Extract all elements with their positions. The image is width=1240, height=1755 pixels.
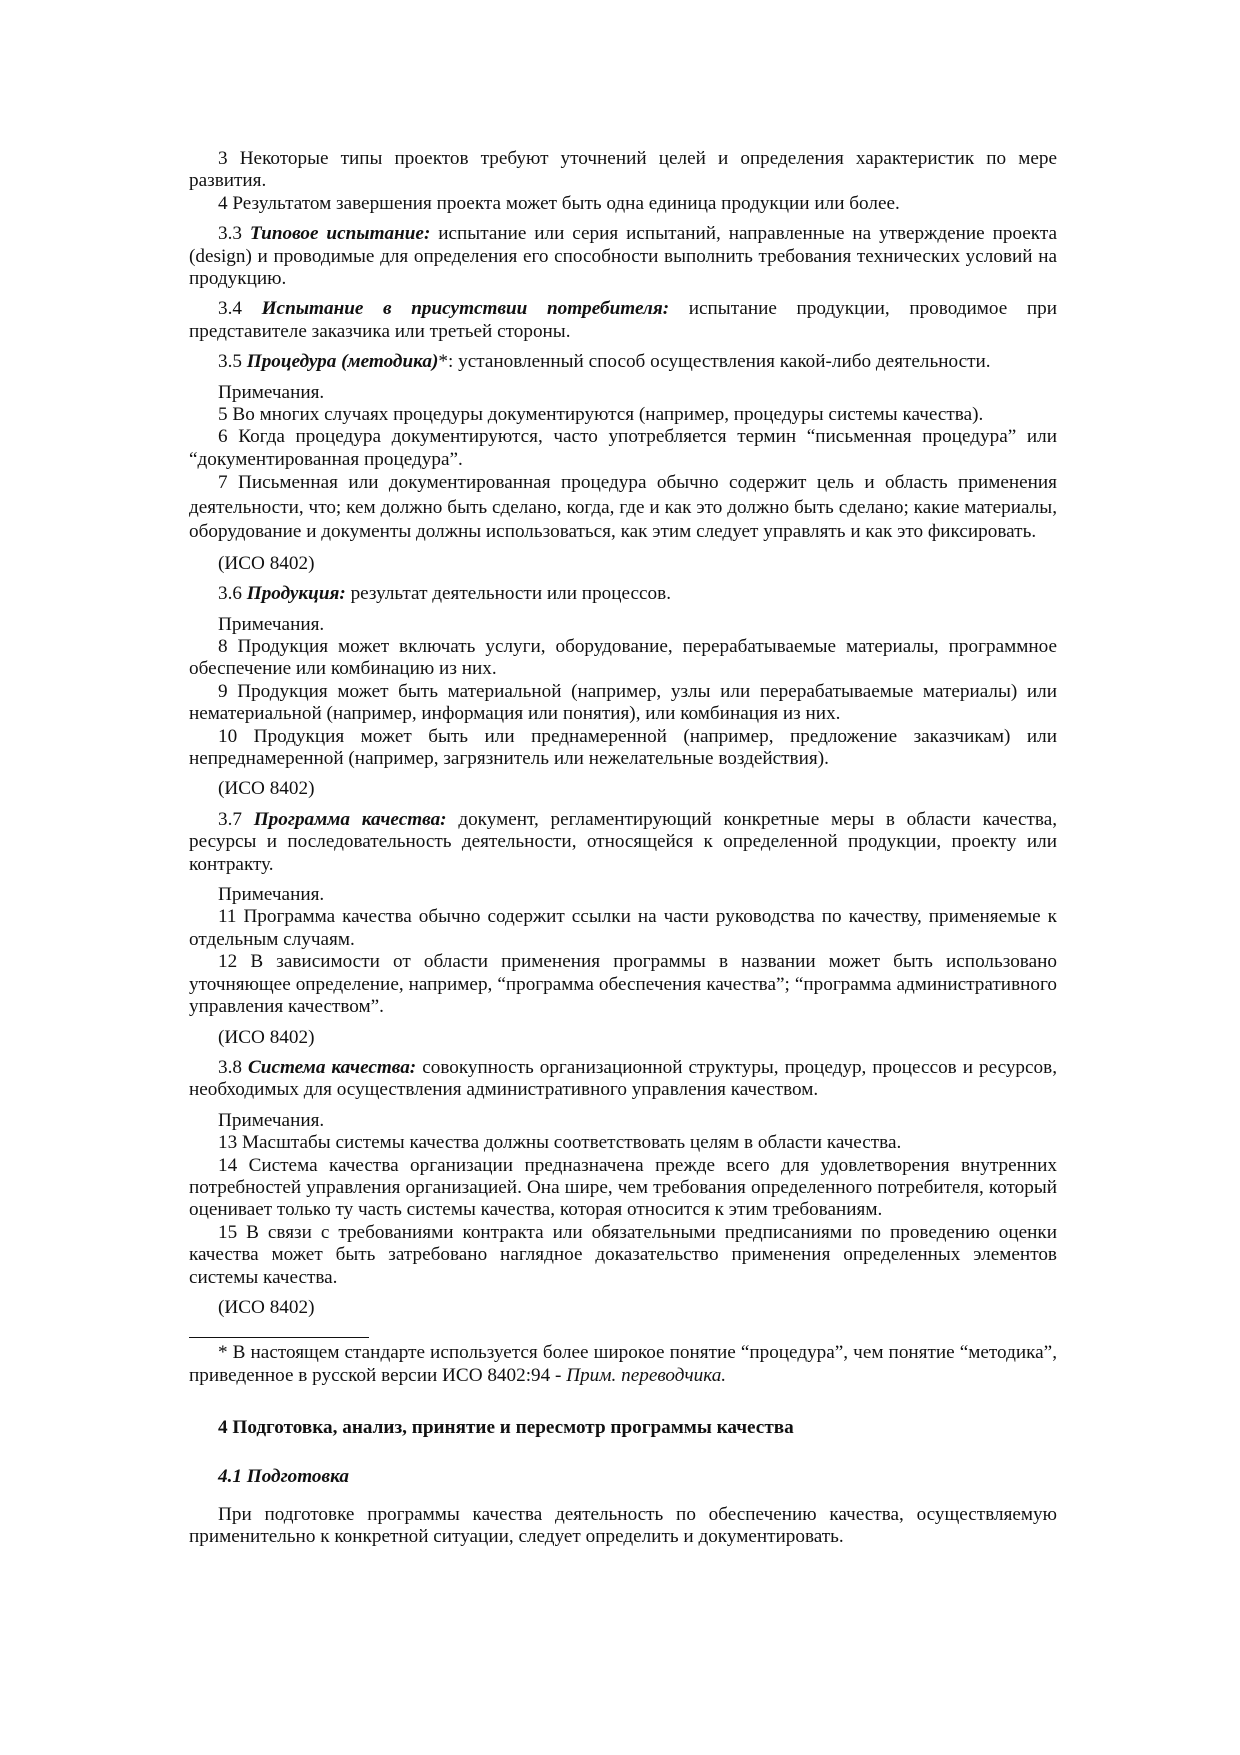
term-witness-test: Испытание в присутствии потребителя: xyxy=(261,298,670,320)
section-4-1-text: При подготовке программы качества деятельность по обеспечению качества, осуществляемую применительно к конкретной ситуации, следует определить и документировать. xyxy=(189,1504,1057,1548)
translator-note: Прим. переводчика. xyxy=(566,1364,727,1386)
footnote-divider xyxy=(189,1337,369,1338)
note-3: 3 Некоторые типы проектов требуют уточнений целей и определения характеристик по мере развития. xyxy=(189,148,1057,192)
term-procedure: Процедура (методика) xyxy=(246,351,439,373)
note-5: 5 Во многих случаях процедуры документируются (например, процедуры системы качества). xyxy=(218,404,984,426)
note-9: 9 Продукция может быть материальной (например, узлы или перерабатываемые материалы) или нематериальной (например, информация или понятия), или комбинация из них. xyxy=(189,680,1057,725)
notes-label: Примечания. xyxy=(218,884,325,906)
definition-3-5: 3.5 Процедура (методика)*: установленный способ осуществления какой-либо деятельности. xyxy=(218,351,991,373)
definition-3-4: 3.4 Испытание в присутствии потребителя: испытание продукции, проводимое при представителе заказчика или третьей стороны. xyxy=(189,298,1058,342)
definition-3-6: 3.6 Продукция: результат деятельности или процессов. xyxy=(218,583,671,605)
note-13: 13 Масштабы системы качества должны соответствовать целям в области качества. xyxy=(218,1132,902,1154)
notes-label: Примечания. xyxy=(218,1109,325,1131)
note-12: 12 В зависимости от области применения программы в названии может быть использовано уточняющее определение, например, “программа обеспечения качества”; “программа административного управления качеством”. xyxy=(189,951,1057,1018)
term-product: Продукция: xyxy=(246,583,346,605)
term-quality-plan: Программа качества: xyxy=(253,808,447,830)
note-6: 6 Когда процедура документируются, часто употребляется термин “письменная процедура” или “документированная процедура”. xyxy=(189,426,1057,470)
term-quality-system: Система качества: xyxy=(247,1056,417,1078)
note-14: 14 Система качества организации предназначена прежде всего для удовлетворения внутренних потребностей управления организацией. Она шире, чем требования определенного потребителя, который оценивает только ту часть системы качества, которая относится к этим требованиям. xyxy=(189,1154,1057,1221)
section-4-heading: 4 Подготовка, анализ, принятие и пересмотр программы качества xyxy=(218,1417,794,1439)
note-15: 15 В связи с требованиями контракта или обязательными предписаниями по проведению оценки качества может быть затребовано наглядное доказательство применения определенных элементов системы качества. xyxy=(189,1221,1057,1288)
document-page xyxy=(189,148,1057,1549)
footnote-marker: *: xyxy=(438,351,454,373)
note-8: 8 Продукция может включать услуги, оборудование, перерабатываемые материалы, программное обеспечение или комбинацию из них. xyxy=(189,636,1057,680)
term-typical-test: Типовое испытание: xyxy=(249,223,431,245)
definition-3-7: 3.7 Программа качества: документ, регламентирующий конкретные меры в области качества, ресурсы и последовательность деятельности, относящейся к определенной продукции, проекту или контракту. xyxy=(189,808,1058,875)
definition-3-3: 3.3 Типовое испытание: испытание или серия испытаний, направленные на утверждение проекта (design) и проводимые для определения его способности выполнить требования технических условий на продукцию. xyxy=(189,223,1058,290)
iso-reference: (ИСО 8402) xyxy=(218,1026,315,1048)
iso-reference: (ИСО 8402) xyxy=(218,552,315,574)
iso-reference: (ИСО 8402) xyxy=(218,778,315,800)
note-4: 4 Результатом завершения проекта может быть одна единица продукции или более. xyxy=(218,192,900,214)
note-10: 10 Продукция может быть или преднамеренной (например, предложение заказчикам) или непреднамеренной (например, загрязнитель или нежелательные воздействия). xyxy=(189,725,1057,770)
note-7: 7 Письменная или документированная процедура обычно содержит цель и область применения деятельности, что; кем должно быть сделано, когда, где и как это должно быть сделано; какие материалы, оборудование и документы должны использоваться, как этим следует управлять и как это фиксировать. xyxy=(189,472,1057,543)
section-4-1-heading: 4.1 Подготовка xyxy=(218,1465,349,1487)
footnote: * В настоящем стандарте используется более широкое понятие “процедура”, чем понятие “методика”, приведенное в русской версии ИСО 8402:94 - Прим. переводчика. xyxy=(189,1342,1057,1386)
iso-reference: (ИСО 8402) xyxy=(218,1296,315,1318)
definition-3-8: 3.8 Система качества: совокупность организационной структуры, процедур, процессов и ресурсов, необходимых для осуществления административного управления качеством. xyxy=(189,1056,1057,1101)
notes-label: Примечания. xyxy=(218,613,325,635)
note-11: 11 Программа качества обычно содержит ссылки на части руководства по качеству, применяемые к отдельным случаям. xyxy=(189,906,1057,950)
notes-label: Примечания. xyxy=(218,381,325,403)
